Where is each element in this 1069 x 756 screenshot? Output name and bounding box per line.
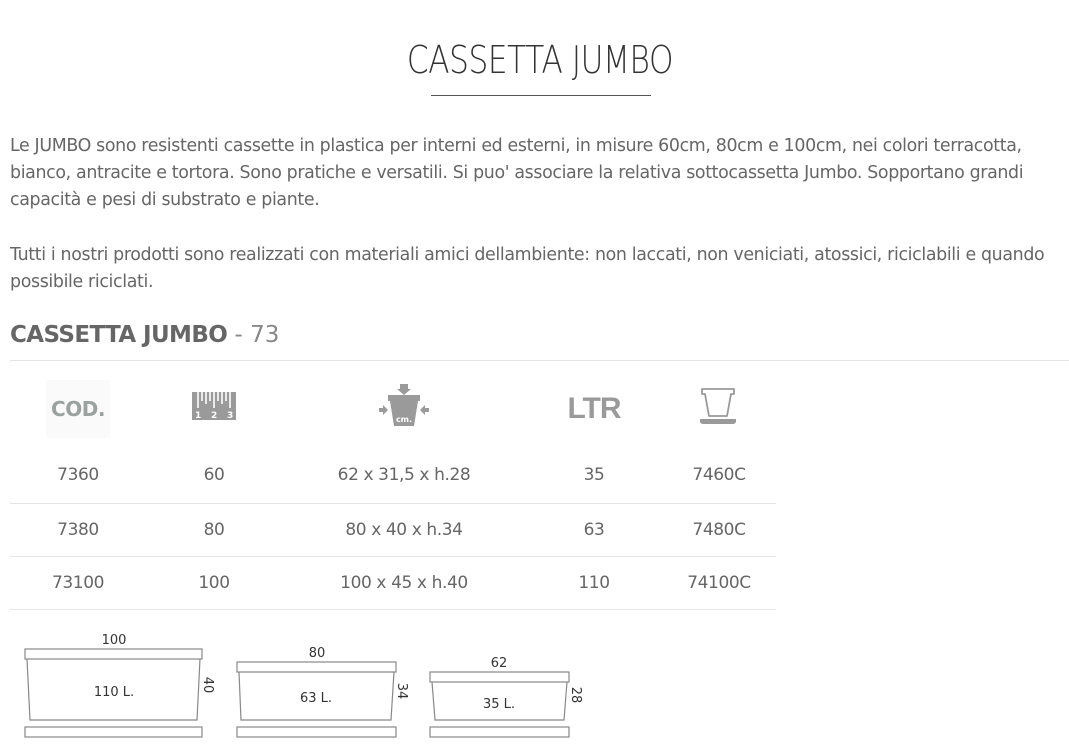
drawing-width-label: 100 — [101, 633, 127, 648]
table-row — [10, 557, 776, 610]
liters-label-icon: LTR — [567, 391, 621, 425]
cell-size: 80 — [146, 504, 282, 557]
svg-text:2: 2 — [211, 411, 218, 420]
section-name: CASSETTA JUMBO — [10, 322, 228, 348]
header-liters — [526, 370, 662, 447]
cell-size: 100 — [146, 557, 282, 610]
section-title — [10, 322, 279, 348]
cell-cod: 73100 — [10, 557, 146, 610]
cell-liters: 35 — [526, 447, 662, 504]
code-label-icon: COD. — [46, 380, 110, 438]
drawing-width-label: 80 — [308, 646, 326, 661]
drawing-height-label: 28 — [568, 686, 583, 704]
svg-text:3: 3 — [227, 411, 234, 420]
cell-saucer: 7460C — [662, 447, 776, 504]
ruler-icon — [192, 392, 236, 420]
cell-liters: 63 — [526, 504, 662, 557]
header-cod — [10, 370, 146, 447]
title-underline — [431, 95, 651, 96]
description-paragraph-1: Le JUMBO sono resistenti cassette in plastica per interni ed esterni, in misure 60cm, 80cm e 100cm, nei colori terracotta, bianco, antracite e tortora. Sono pratiche e versatili. Si puo' associare la relativa sottocassetta Jumbo. Sopportano grandi capacità e pesi di substrato e piante. — [10, 136, 1024, 210]
pot-dimensions-icon — [379, 384, 429, 428]
cell-cod: 7380 — [10, 504, 146, 557]
section-divider — [10, 360, 1069, 361]
cell-size: 60 — [146, 447, 282, 504]
drawing-volume-label: 110 L. — [93, 685, 135, 700]
section-code: - 73 — [227, 322, 280, 348]
table-row — [10, 504, 776, 557]
svg-text:cm.: cm. — [395, 415, 413, 424]
cell-dimensions: 80 x 40 x h.34 — [282, 504, 526, 557]
header-dimensions — [282, 370, 526, 447]
drawing-volume-label: 35 L. — [482, 697, 516, 712]
table-header-row — [10, 370, 776, 447]
drawing-volume-label: 63 L. — [299, 691, 333, 706]
cell-saucer: 7480C — [662, 504, 776, 557]
page-title: CASSETTA JUMBO — [406, 38, 674, 82]
svg-text:1: 1 — [195, 411, 202, 420]
table-row — [10, 447, 776, 504]
drawing-width-label: 62 — [490, 656, 508, 671]
drawing-height-label: 34 — [394, 682, 409, 700]
saucer-icon — [699, 386, 739, 426]
header-saucer — [662, 370, 776, 447]
product-drawings — [0, 620, 640, 756]
cell-dimensions: 100 x 45 x h.40 — [282, 557, 526, 610]
drawing-height-label: 40 — [200, 676, 215, 694]
cell-dimensions: 62 x 31,5 x h.28 — [282, 447, 526, 504]
header-size — [146, 370, 282, 447]
cell-cod: 7360 — [10, 447, 146, 504]
description-paragraph-2: Tutti i nostri prodotti sono realizzati con materiali amici dellambiente: non laccati, non veniciati, atossici, riciclabili e quando possibile riciclati. — [10, 245, 1045, 292]
cell-saucer: 74100C — [662, 557, 776, 610]
specs-table — [10, 370, 776, 610]
cell-liters: 110 — [526, 557, 662, 610]
